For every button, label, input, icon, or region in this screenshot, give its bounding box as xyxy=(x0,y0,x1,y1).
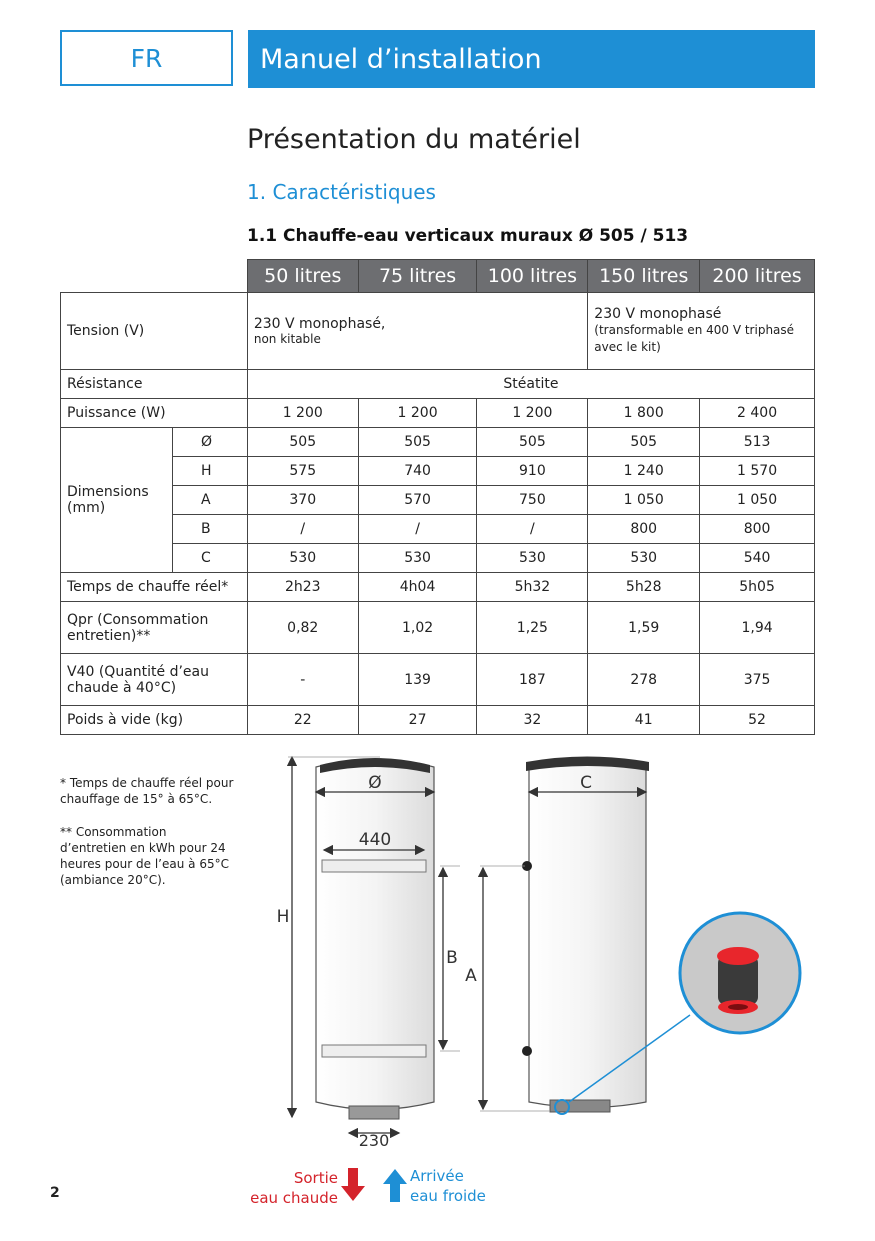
table-cell: 278 xyxy=(588,654,700,706)
row-label: Temps de chauffe réel* xyxy=(61,573,248,602)
page-title: Présentation du matériel xyxy=(247,124,581,155)
table-cell: 5h28 xyxy=(588,573,700,602)
table-cell: 740 xyxy=(358,457,477,486)
hot-water-outlet-legend xyxy=(248,1168,338,1208)
tension-note-2: (transformable en 400 V triphasé avec le kit) xyxy=(594,323,795,354)
language-badge xyxy=(60,30,233,86)
row-label: V40 (Quantité d’eau chaude à 40°C) xyxy=(61,654,248,706)
sub-label: H xyxy=(172,457,247,486)
table-cell: / xyxy=(358,515,477,544)
table-cell: 1 200 xyxy=(247,399,358,428)
table-cell: 139 xyxy=(358,654,477,706)
table-cell: 530 xyxy=(358,544,477,573)
table-cell: 1 570 xyxy=(700,457,815,486)
table-cell: 505 xyxy=(358,428,477,457)
subsection-title: 1.1 Chauffe-eau verticaux muraux Ø 505 / 513 xyxy=(247,226,689,246)
table-cell: 1 050 xyxy=(588,486,700,515)
table-cell: 1 800 xyxy=(588,399,700,428)
table-cell: 52 xyxy=(700,706,815,735)
table-row-resistance xyxy=(61,370,815,399)
cold-water-inlet-legend xyxy=(410,1166,486,1206)
table-cell: 505 xyxy=(588,428,700,457)
cold-water-arrow-up-icon xyxy=(383,1168,407,1202)
sub-label: A xyxy=(172,486,247,515)
hot-outlet-line1: Sortie xyxy=(293,1169,338,1187)
column-header: 50 litres xyxy=(247,260,358,293)
table-cell: / xyxy=(477,515,588,544)
footnote-consumption: ** Consommation d’entretien en kWh pour 24 heures pour de l’eau à 65°C (ambiance 20°C). xyxy=(60,825,229,887)
table-cell: 1 050 xyxy=(700,486,815,515)
tension-note-1: non kitable xyxy=(253,332,321,346)
table-cell: 187 xyxy=(477,654,588,706)
header-bar xyxy=(248,30,815,88)
tank-front-view xyxy=(316,758,434,1119)
table-cell: 750 xyxy=(477,486,588,515)
width-440-label: 440 xyxy=(358,830,392,850)
sub-label: Ø xyxy=(172,428,247,457)
table-cell: 375 xyxy=(700,654,815,706)
page-number: 2 xyxy=(50,1185,60,1201)
tension-cell-1 xyxy=(247,293,587,370)
table-cell: 530 xyxy=(247,544,358,573)
table-row-puissance xyxy=(61,399,815,428)
table-cell: 1 200 xyxy=(358,399,477,428)
column-header: 200 litres xyxy=(700,260,815,293)
footnote-heating-time: * Temps de chauffe réel pour chauffage de 15° à 65°C. xyxy=(60,776,234,806)
b-label: B xyxy=(446,948,458,968)
hot-water-arrow-down-icon xyxy=(341,1168,365,1202)
table-cell: 1,59 xyxy=(588,602,700,654)
table-cell: 2h23 xyxy=(247,573,358,602)
table-cell: 370 xyxy=(247,486,358,515)
column-header: 150 litres xyxy=(588,260,700,293)
table-cell: 800 xyxy=(700,515,815,544)
table-cell: 1 240 xyxy=(588,457,700,486)
table-cell: 2 400 xyxy=(700,399,815,428)
row-label: Poids à vide (kg) xyxy=(61,706,248,735)
language-code: FR xyxy=(130,43,163,73)
cold-inlet-line1: Arrivée xyxy=(410,1167,464,1185)
sub-label: B xyxy=(172,515,247,544)
table-row-qpr xyxy=(61,602,815,654)
row-label: Dimensions (mm) xyxy=(61,428,173,573)
table-header-row xyxy=(61,260,815,293)
table-cell: 530 xyxy=(477,544,588,573)
table-cell: 32 xyxy=(477,706,588,735)
table-cell: 27 xyxy=(358,706,477,735)
table-cell: 22 xyxy=(247,706,358,735)
table-row-dim-c xyxy=(61,544,815,573)
footnotes xyxy=(60,775,235,905)
sub-label: C xyxy=(172,544,247,573)
table-cell: 540 xyxy=(700,544,815,573)
table-cell: 570 xyxy=(358,486,477,515)
table-cell: 910 xyxy=(477,457,588,486)
manual-title: Manuel d’installation xyxy=(260,43,542,75)
cold-inlet-line2: eau froide xyxy=(410,1187,486,1205)
table-cell: 505 xyxy=(247,428,358,457)
diameter-label: Ø xyxy=(368,773,382,793)
table-cell: 800 xyxy=(588,515,700,544)
table-cell: 1 200 xyxy=(477,399,588,428)
row-label: Résistance xyxy=(61,370,248,399)
table-cell: 513 xyxy=(700,428,815,457)
height-label: H xyxy=(276,907,290,927)
table-row-tension xyxy=(61,293,815,370)
table-row-temps xyxy=(61,573,815,602)
row-label: Qpr (Consommation entretien)** xyxy=(61,602,248,654)
table-row-dim-b xyxy=(61,515,815,544)
tank-side-view xyxy=(522,757,649,1115)
table-cell: 530 xyxy=(588,544,700,573)
tension-value-1: 230 V monophasé, xyxy=(253,316,386,332)
hot-outlet-line2: eau chaude xyxy=(250,1189,338,1207)
table-cell: - xyxy=(247,654,358,706)
table-cell: 1,94 xyxy=(700,602,815,654)
row-label: Puissance (W) xyxy=(61,399,248,428)
column-header: 75 litres xyxy=(358,260,477,293)
table-cell: 5h32 xyxy=(477,573,588,602)
table-cell: 5h05 xyxy=(700,573,815,602)
resistance-value: Stéatite xyxy=(247,370,814,399)
table-cell: 1,02 xyxy=(358,602,477,654)
table-cell: 505 xyxy=(477,428,588,457)
table-cell: 575 xyxy=(247,457,358,486)
column-header: 100 litres xyxy=(477,260,588,293)
table-cell: / xyxy=(247,515,358,544)
table-cell: 41 xyxy=(588,706,700,735)
tension-cell-2 xyxy=(588,293,815,370)
c-label: C xyxy=(580,773,592,793)
specifications-table xyxy=(60,259,815,735)
table-cell: 0,82 xyxy=(247,602,358,654)
table-row-poids xyxy=(61,706,815,735)
row-label: Tension (V) xyxy=(61,293,248,370)
table-row-dim-diameter xyxy=(61,428,815,457)
table-row-dim-a xyxy=(61,486,815,515)
table-row-dim-h xyxy=(61,457,815,486)
a-label: A xyxy=(465,966,477,986)
table-cell: 1,25 xyxy=(477,602,588,654)
table-row-v40 xyxy=(61,654,815,706)
tension-value-2: 230 V monophasé xyxy=(594,306,722,322)
width-230-label: 230 xyxy=(358,1131,390,1150)
water-heater-diagram xyxy=(240,745,810,1160)
section-title: 1. Caractéristiques xyxy=(247,180,436,204)
table-cell: 4h04 xyxy=(358,573,477,602)
